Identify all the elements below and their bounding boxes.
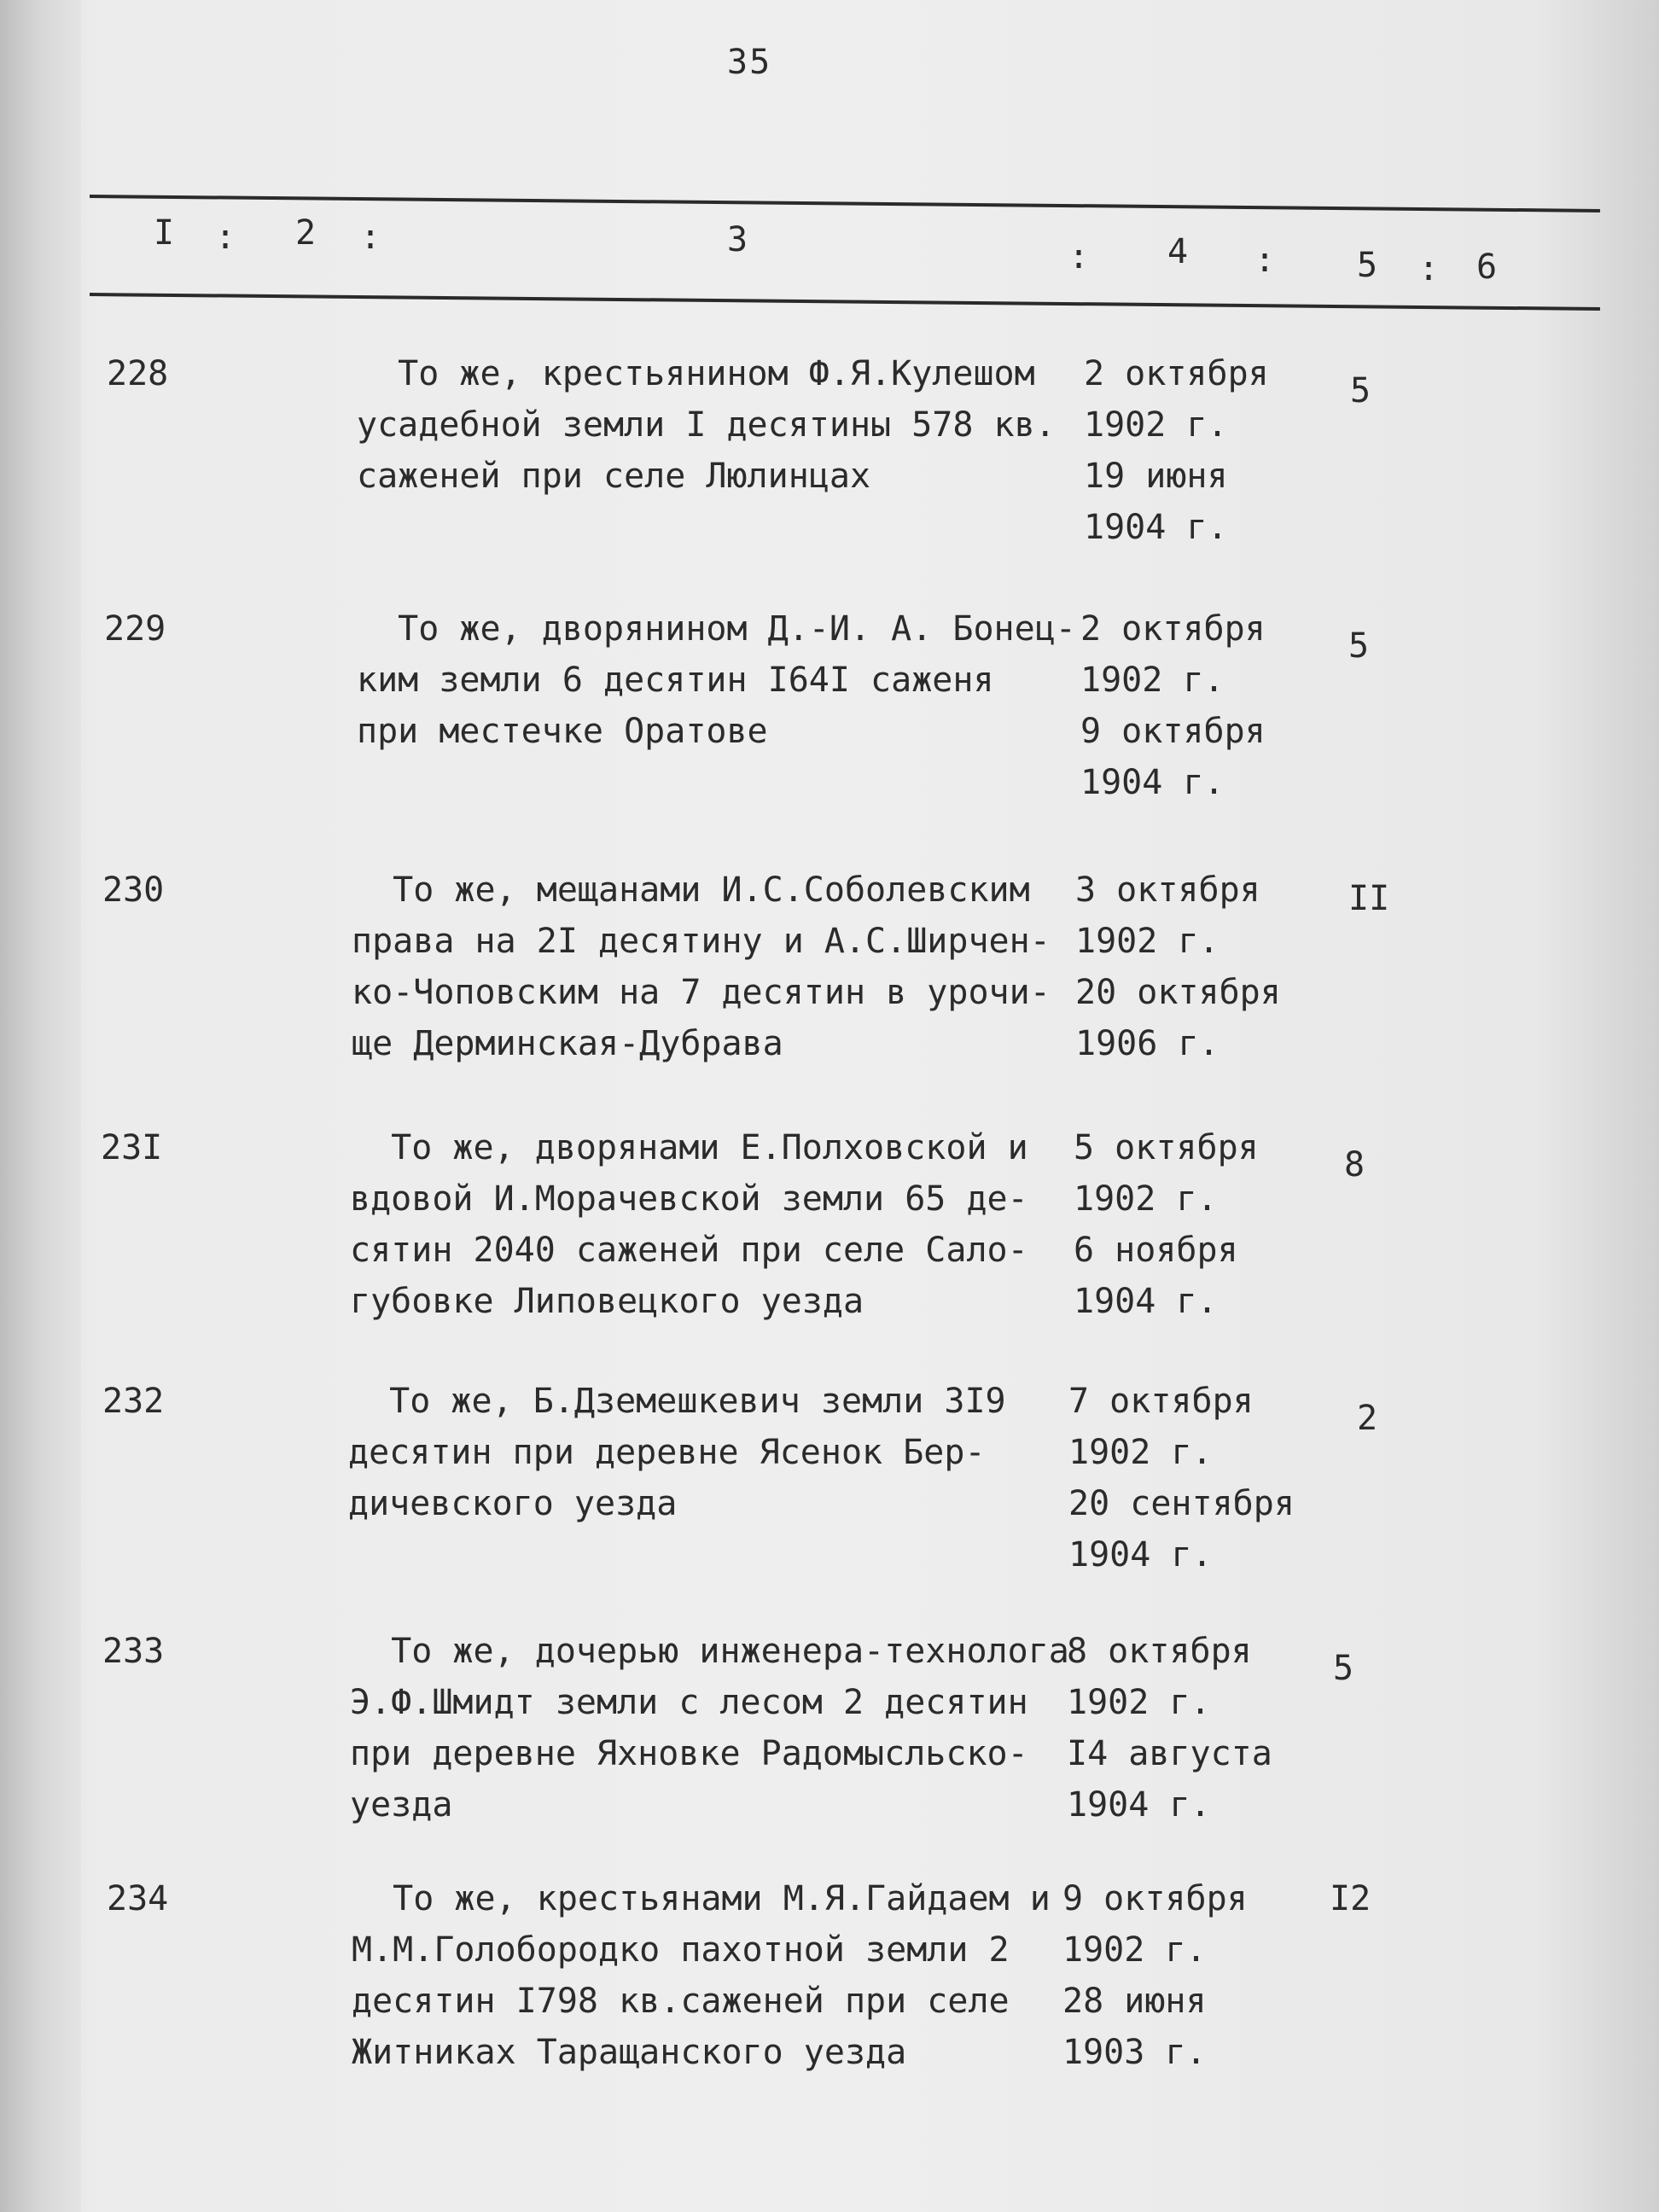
entry-date-line: I4 августа xyxy=(1067,1734,1272,1773)
entry-description-line: вдовой И.Морачевской земли 65 де- xyxy=(350,1179,1028,1219)
entry-sheet-count: I2 xyxy=(1330,1879,1371,1918)
header-col-label: : xyxy=(1418,249,1440,288)
entry-date-line: 3 октября xyxy=(1075,870,1260,910)
header-col-label: 5 xyxy=(1357,246,1378,285)
entry-description-line: То же, дворянином Д.-И. А. Бонец- xyxy=(357,609,1076,649)
entry-number: 233 xyxy=(102,1632,165,1671)
table-header-top-rule xyxy=(90,195,1600,212)
entry-description-line: сятин 2040 саженей при селе Сало- xyxy=(350,1231,1028,1270)
entry-description-line: Э.Ф.Шмидт земли с лесом 2 десятин xyxy=(350,1683,1028,1722)
entry-number: 234 xyxy=(107,1879,169,1918)
entry-date-line: 1902 г. xyxy=(1074,1179,1218,1219)
entry-description-line: ким земли 6 десятин I64I саженя xyxy=(357,661,994,700)
entry-date-line: 1906 г. xyxy=(1075,1024,1220,1063)
entry-date-line: 1904 г. xyxy=(1084,508,1228,547)
entry-date-line: 8 октября xyxy=(1067,1632,1252,1671)
entry-date-line: 1902 г. xyxy=(1080,661,1225,700)
entry-description-line: при местечке Оратове xyxy=(357,712,768,751)
entry-description-line: уезда xyxy=(350,1785,453,1825)
entry-date-line: 1902 г. xyxy=(1067,1683,1211,1722)
header-col-label: 6 xyxy=(1476,247,1498,287)
entry-description-line: То же, мещанами И.С.Соболевским xyxy=(352,870,1030,910)
header-col-label: 4 xyxy=(1167,232,1189,271)
entry-number: 232 xyxy=(102,1382,165,1421)
entry-date-line: 1904 г. xyxy=(1074,1282,1218,1321)
header-col-label: : xyxy=(215,218,236,257)
entry-date-line: 20 октября xyxy=(1075,973,1281,1012)
entry-sheet-count: 2 xyxy=(1357,1399,1378,1438)
entry-date-line: 2 октября xyxy=(1080,609,1266,649)
entry-description-line: саженей при селе Люлинцах xyxy=(357,457,871,496)
entry-description-line: То же, Б.Дземешкевич земли 3I9 xyxy=(348,1382,1006,1421)
entry-description-line: губовке Липовецкого уезда xyxy=(350,1282,864,1321)
entry-description-line: То же, крестьянами М.Я.Гайдаем и xyxy=(352,1879,1051,1918)
entry-sheet-count: 5 xyxy=(1348,626,1370,666)
entry-date-line: 1904 г. xyxy=(1067,1785,1211,1825)
entry-description-line: Житниках Таращанского уезда xyxy=(352,2033,907,2072)
entry-date-line: 7 октября xyxy=(1068,1382,1254,1421)
entry-number: 230 xyxy=(102,870,165,910)
entry-date-line: 1904 г. xyxy=(1080,763,1225,802)
entry-description-line: ще Дерминская-Дубрава xyxy=(352,1024,783,1063)
entry-description-line: при деревне Яхновке Радомысльско- xyxy=(350,1734,1028,1773)
entry-date-line: 9 октября xyxy=(1080,712,1266,751)
page-number: 35 xyxy=(727,43,772,82)
entry-date-line: 1902 г. xyxy=(1075,922,1220,961)
entry-description-line: десятин I798 кв.саженей при селе xyxy=(352,1982,1010,2021)
entry-description-line: То же, дочерью инженера-технолога xyxy=(350,1632,1069,1671)
entry-date-line: 28 июня xyxy=(1062,1982,1207,2021)
entry-description-line: То же, дворянами Е.Полховской и xyxy=(350,1128,1028,1167)
entry-date-line: 1902 г. xyxy=(1062,1930,1207,1970)
table-header-bottom-rule xyxy=(90,293,1600,311)
entry-number: 23I xyxy=(101,1128,163,1167)
header-col-label: : xyxy=(1068,237,1090,276)
header-col-label: : xyxy=(1254,241,1276,280)
entry-description-line: дичевского уезда xyxy=(348,1484,678,1523)
entry-description-line: ко-Чоповским на 7 десятин в урочи- xyxy=(352,973,1051,1012)
entry-date-line: 6 ноября xyxy=(1074,1231,1238,1270)
entry-description-line: То же, крестьянином Ф.Я.Кулешом xyxy=(357,354,1035,393)
entry-sheet-count: 5 xyxy=(1333,1649,1354,1688)
entry-date-line: 1902 г. xyxy=(1084,405,1228,445)
entry-sheet-count: 8 xyxy=(1344,1145,1365,1185)
entry-date-line: 9 октября xyxy=(1062,1879,1248,1918)
entry-date-line: 1904 г. xyxy=(1068,1535,1213,1575)
header-col-label: 2 xyxy=(295,213,317,253)
entry-sheet-count: 5 xyxy=(1350,371,1371,410)
header-col-label: 3 xyxy=(727,220,748,259)
entry-description-line: усадебной земли I десятины 578 кв. xyxy=(357,405,1056,445)
header-col-label: : xyxy=(360,218,381,257)
entry-date-line: 20 сентября xyxy=(1068,1484,1295,1523)
entry-date-line: 5 октября xyxy=(1074,1128,1259,1167)
entry-date-line: 1902 г. xyxy=(1068,1433,1213,1472)
entry-number: 228 xyxy=(107,354,169,393)
entry-date-line: 19 июня xyxy=(1084,457,1228,496)
entry-sheet-count: II xyxy=(1348,879,1390,918)
entry-description-line: М.М.Голобородко пахотной земли 2 xyxy=(352,1930,1010,1970)
entry-number: 229 xyxy=(104,609,166,649)
entry-description-line: права на 2I десятину и А.С.Ширчен- xyxy=(352,922,1051,961)
entry-date-line: 1903 г. xyxy=(1062,2033,1207,2072)
header-col-label: I xyxy=(154,213,175,253)
page-binding-shadow xyxy=(0,0,81,2212)
entry-description-line: десятин при деревне Ясенок Бер- xyxy=(348,1433,986,1472)
entry-date-line: 2 октября xyxy=(1084,354,1269,393)
